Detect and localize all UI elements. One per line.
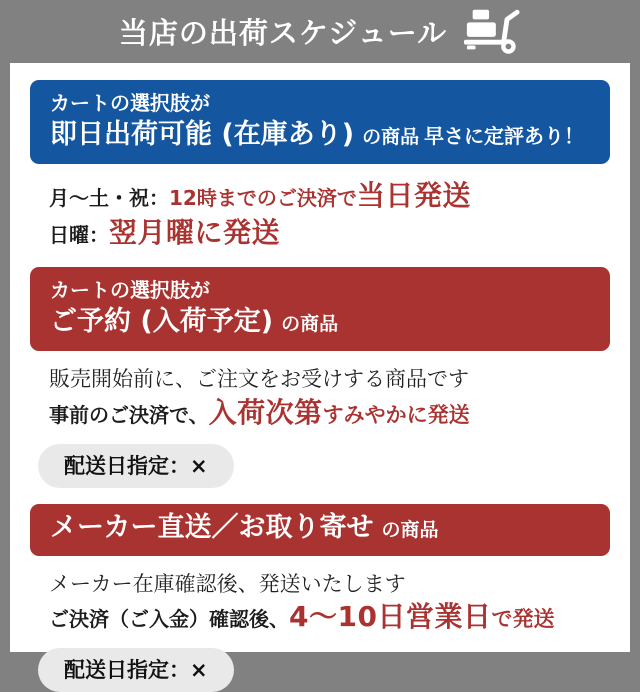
delivery-date-badge: 配送日指定：× bbox=[38, 444, 234, 488]
rule-weekday-condition: 12時までのご決済で bbox=[169, 186, 357, 210]
page-title: 当店の出荷スケジュール bbox=[118, 16, 448, 50]
rule-preorder-result: 入荷次第 bbox=[208, 395, 323, 429]
banner-suffix: の商品 bbox=[281, 313, 339, 336]
banner-in-stock-text bbox=[50, 89, 419, 155]
rule-direct-desc-text: メーカー在庫確認後、発送いたします bbox=[49, 571, 406, 596]
banner-direct bbox=[30, 504, 610, 556]
banner-side-note: 早さに定評あり！ bbox=[424, 124, 584, 148]
direct-rules bbox=[49, 572, 610, 633]
delivery-date-badge: 配送日指定：× bbox=[38, 648, 234, 692]
rule-preorder-tail: すみやかに発送 bbox=[322, 402, 470, 427]
header bbox=[0, 0, 640, 63]
rule-weekday bbox=[49, 180, 610, 212]
in-stock-rules bbox=[49, 180, 610, 249]
rule-sunday bbox=[49, 217, 610, 249]
rule-direct-tail: で発送 bbox=[491, 606, 555, 631]
shipping-schedule-panel bbox=[10, 63, 630, 683]
rule-direct-result: 4～10日営業日 bbox=[289, 599, 492, 633]
rule-preorder-desc bbox=[49, 367, 610, 391]
rule-direct-shipping bbox=[49, 601, 610, 633]
banner-line1: カートの選択肢が bbox=[50, 278, 210, 303]
rule-preorder-desc-text: 販売開始前に、ご注文をお受けする商品です bbox=[49, 367, 469, 392]
banner-line1: カートの選択肢が bbox=[50, 91, 210, 115]
rule-weekday-label: 月～土・祝： bbox=[49, 186, 169, 210]
banner-in-stock bbox=[30, 80, 610, 164]
rule-weekday-result: 当日発送 bbox=[356, 179, 471, 212]
banner-line2: ご予約 (入荷予定) の商品 bbox=[50, 306, 339, 338]
rule-preorder-shipping bbox=[49, 397, 610, 429]
banner-line: メーカー直送／お取り寄せ の商品 bbox=[50, 511, 439, 543]
banner-suffix: の商品 bbox=[381, 518, 439, 541]
rule-sunday-result: 翌月曜に発送 bbox=[109, 216, 281, 250]
rule-direct-label: ご決済（ご入金）確認後、 bbox=[49, 606, 289, 631]
handtruck-icon bbox=[463, 9, 521, 55]
rule-preorder-label: 事前のご決済で、 bbox=[49, 402, 209, 427]
preorder-rules bbox=[49, 367, 610, 428]
rule-sunday-label: 日曜： bbox=[49, 223, 109, 248]
rule-direct-desc bbox=[49, 572, 610, 596]
banner-preorder bbox=[30, 267, 610, 351]
banner-line2: 即日出荷可能 (在庫あり) の商品 bbox=[50, 119, 420, 150]
banner-suffix: の商品 bbox=[362, 126, 420, 148]
